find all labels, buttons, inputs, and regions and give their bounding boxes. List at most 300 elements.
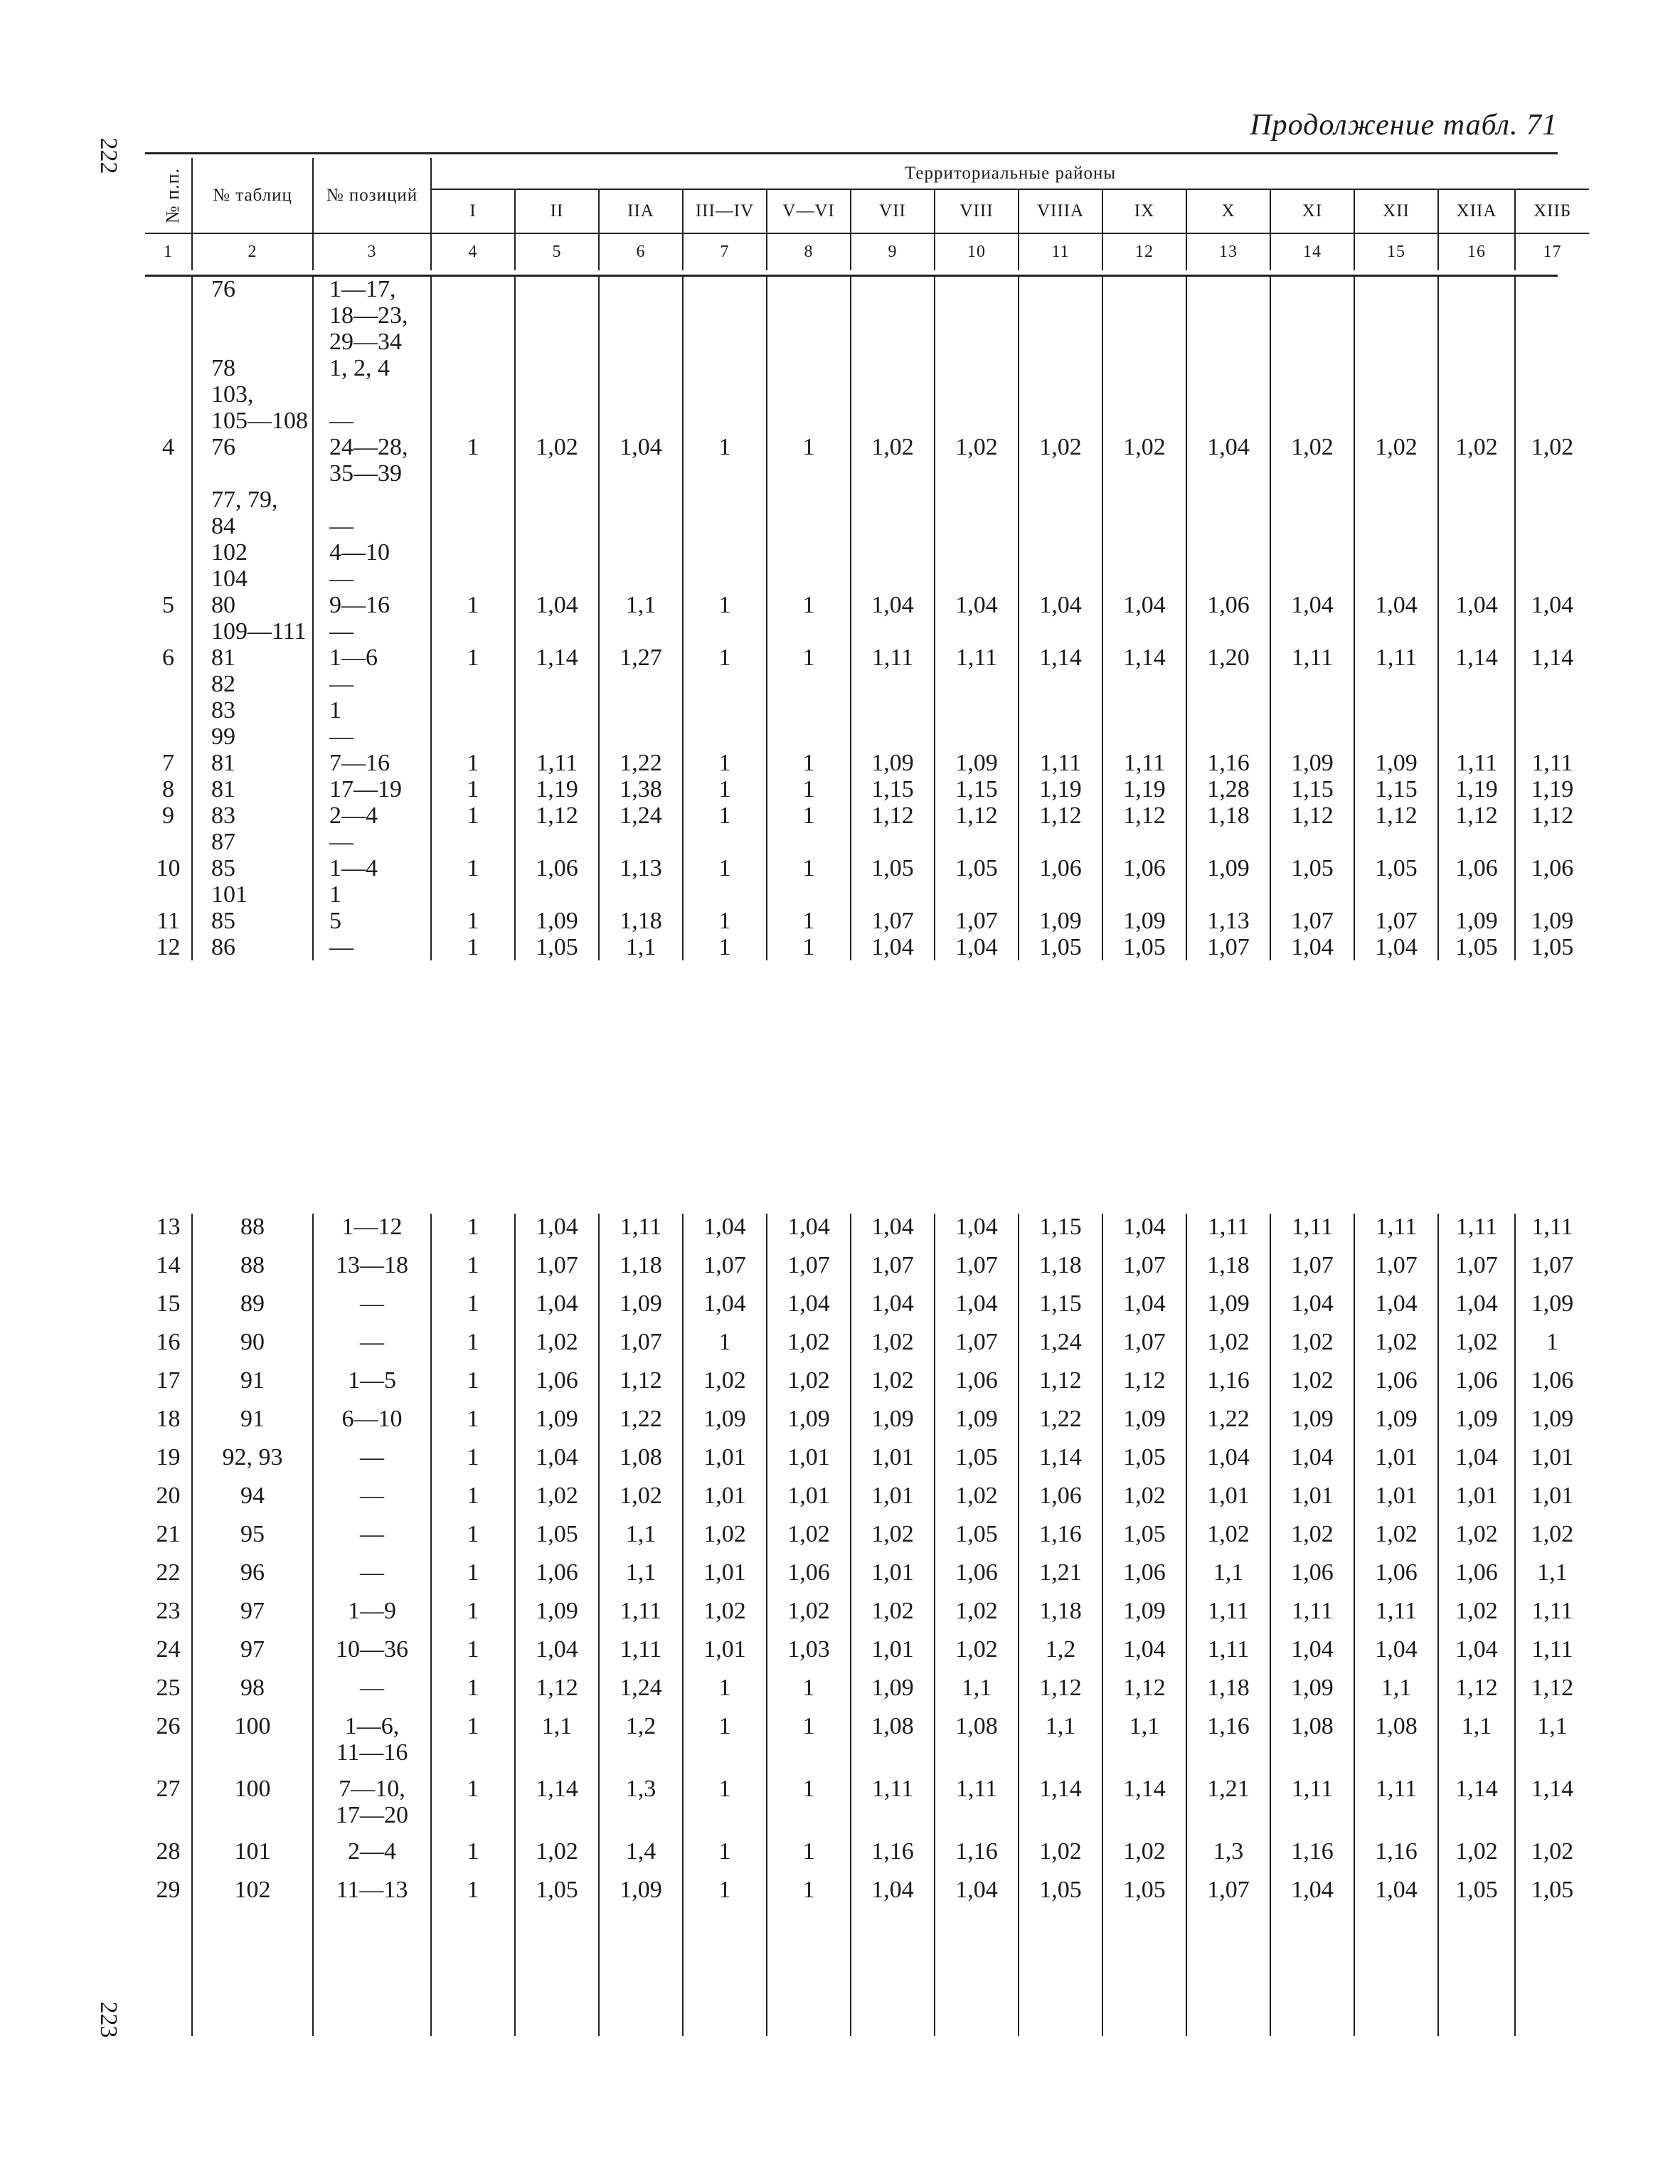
coefficient-cell: 1,1 — [515, 1713, 599, 1776]
coefficient-cell — [1186, 513, 1270, 539]
coefficient-cell — [1515, 329, 1589, 355]
position-range: 1 — [313, 881, 431, 908]
coefficient-cell — [1186, 355, 1270, 381]
table-number: 109—111 — [192, 618, 313, 645]
coefficient-cell: 1,11 — [1438, 1214, 1515, 1252]
row-number: 19 — [156, 1444, 181, 1470]
coefficient-cell — [683, 460, 767, 487]
table-number: 99 — [192, 723, 313, 750]
coefficient-cell — [1270, 539, 1354, 566]
header-column-number-2: 2 — [192, 233, 313, 270]
coefficient-cell — [1019, 566, 1102, 592]
coefficient-cell: 1,11 — [1270, 1598, 1354, 1636]
coefficient-cell: 1 — [431, 1290, 515, 1329]
coefficient-cell: 1,12 — [1354, 802, 1438, 829]
coefficient-cell: 1 — [683, 592, 767, 618]
coefficient-cell: 1,12 — [1102, 802, 1186, 829]
coefficient-cell: 1,02 — [515, 1483, 599, 1521]
row-number: 14 — [156, 1252, 181, 1278]
table-number: 104 — [192, 566, 313, 592]
coefficient-cell — [767, 460, 851, 487]
empty-cell — [1102, 1915, 1186, 2036]
coefficient-cell: 1,02 — [1515, 1521, 1589, 1559]
header-region-13: XIIA — [1438, 189, 1515, 233]
coefficient-cell: 1 — [683, 776, 767, 802]
coefficient-cell: 1,05 — [1515, 934, 1589, 960]
header-group-title: Территориальные районы — [431, 158, 1589, 189]
coefficient-cell: 1,11 — [1270, 645, 1354, 671]
table-number: 94 — [192, 1483, 313, 1521]
row-number — [145, 881, 192, 908]
coefficient-cell — [599, 329, 683, 355]
coefficient-cell: 1,04 — [1270, 1877, 1354, 1915]
coefficient-cell: 1,02 — [599, 1483, 683, 1521]
coefficient-cell — [935, 302, 1019, 329]
coefficient-cell — [767, 329, 851, 355]
coefficient-cell — [1270, 355, 1354, 381]
coefficient-cell — [935, 829, 1019, 855]
coefficient-cell: 1,01 — [1438, 1483, 1515, 1521]
coefficient-cell — [1354, 829, 1438, 855]
coefficient-cell — [1515, 408, 1589, 434]
coefficient-cell: 1,06 — [1102, 855, 1186, 881]
coefficient-cell: 1,06 — [1019, 1483, 1102, 1521]
coefficient-cell: 1 — [431, 855, 515, 881]
coefficient-cell — [1515, 276, 1589, 302]
coefficient-cell — [935, 276, 1019, 302]
coefficient-cell: 1,02 — [1102, 1838, 1186, 1877]
coefficient-cell: 1 — [431, 776, 515, 802]
coefficient-cell: 1,07 — [767, 1252, 851, 1290]
coefficient-cell: 1,14 — [1515, 645, 1589, 671]
coefficient-cell — [431, 881, 515, 908]
coefficient-cell: 1,04 — [515, 592, 599, 618]
coefficient-cell — [767, 723, 851, 750]
coefficient-cell: 1,08 — [599, 1444, 683, 1483]
coefficient-cell: 1,18 — [1186, 1675, 1270, 1713]
coefficient-cell: 1,02 — [1438, 1838, 1515, 1877]
table-row — [145, 645, 1589, 671]
coefficient-cell: 1 — [767, 645, 851, 671]
coefficient-cell: 1,11 — [1270, 1214, 1354, 1252]
coefficient-cell: 1,05 — [1438, 1877, 1515, 1915]
coefficient-cell: 1 — [431, 1776, 515, 1838]
coefficient-cell — [599, 276, 683, 302]
page-number-bottom: 223 — [95, 2001, 122, 2038]
coefficient-cell: 1,06 — [515, 855, 599, 881]
table-number: 91 — [192, 1406, 313, 1444]
coefficient-cell — [1270, 460, 1354, 487]
coefficient-cell — [515, 566, 599, 592]
coefficient-cell: 1,07 — [935, 1252, 1019, 1290]
coefficient-cell: 1,11 — [1515, 750, 1589, 776]
coefficient-cell: 1,12 — [1515, 1675, 1589, 1713]
table-number: 76 — [192, 276, 313, 302]
coefficient-cell — [431, 487, 515, 513]
coefficient-cell: 1,01 — [1354, 1483, 1438, 1521]
coefficient-cell: 1,2 — [599, 1713, 683, 1776]
coefficient-cell — [935, 697, 1019, 723]
coefficient-cell: 1,05 — [515, 1521, 599, 1559]
coefficient-cell: 1,07 — [1186, 1877, 1270, 1915]
coefficient-cell — [1438, 513, 1515, 539]
row-number: 21 — [156, 1521, 181, 1547]
coefficient-cell — [599, 381, 683, 408]
coefficient-cell — [1270, 408, 1354, 434]
coefficient-cell: 1,09 — [515, 1598, 599, 1636]
coefficient-cell: 1,06 — [515, 1559, 599, 1598]
coefficient-cell — [1186, 829, 1270, 855]
coefficient-cell: 1,09 — [1515, 1290, 1589, 1329]
coefficient-cell: 1,07 — [1354, 1252, 1438, 1290]
coefficient-cell: 1,11 — [935, 645, 1019, 671]
coefficient-cell — [1438, 302, 1515, 329]
coefficient-cell: 1,09 — [851, 1675, 935, 1713]
empty-cell — [1019, 1915, 1102, 2036]
coefficient-cell — [1019, 329, 1102, 355]
coefficient-cell: 1,11 — [599, 1636, 683, 1675]
coefficient-cell: 1,09 — [683, 1406, 767, 1444]
table-number: 76 — [192, 434, 313, 460]
coefficient-cell: 1,16 — [1186, 750, 1270, 776]
coefficient-cell — [1270, 381, 1354, 408]
coefficient-cell — [767, 566, 851, 592]
coefficient-cell — [431, 302, 515, 329]
coefficient-cell — [599, 355, 683, 381]
coefficient-cell: 1,07 — [1270, 908, 1354, 934]
coefficient-cell — [683, 829, 767, 855]
coefficient-cell — [599, 829, 683, 855]
coefficient-cell — [683, 381, 767, 408]
coefficient-cell: 1,02 — [1270, 1521, 1354, 1559]
empty-cell — [851, 1915, 935, 2036]
table-number: 82 — [192, 671, 313, 697]
coefficient-cell — [431, 381, 515, 408]
coefficient-cell: 1 — [431, 750, 515, 776]
position-range: — — [313, 1290, 431, 1329]
coefficient-cell: 1,01 — [683, 1483, 767, 1521]
coefficient-cell — [1102, 566, 1186, 592]
row-number — [145, 566, 192, 592]
empty-cell — [683, 1915, 767, 2036]
header-column-number-11: 11 — [1019, 233, 1102, 270]
coefficient-cell — [851, 355, 935, 381]
coefficient-cell — [935, 671, 1019, 697]
coefficient-cell: 1,04 — [851, 592, 935, 618]
table-number: 95 — [192, 1521, 313, 1559]
table-row — [145, 776, 1589, 802]
header-column-number-3: 3 — [313, 233, 431, 270]
coefficient-cell — [1019, 881, 1102, 908]
coefficient-cell: 1,24 — [599, 802, 683, 829]
position-range: — — [313, 1675, 431, 1713]
coefficient-cell: 1,22 — [1019, 1406, 1102, 1444]
coefficient-cell: 1,04 — [767, 1290, 851, 1329]
row-number — [145, 355, 192, 381]
coefficient-cell: 1,07 — [683, 1252, 767, 1290]
coefficient-cell — [767, 671, 851, 697]
header-column-number-14: 14 — [1270, 233, 1354, 270]
position-range: — — [313, 618, 431, 645]
empty-cell — [431, 1915, 515, 2036]
coefficient-cell — [1438, 539, 1515, 566]
coefficient-cell: 1,04 — [1438, 1290, 1515, 1329]
coefficient-cell: 1,22 — [599, 750, 683, 776]
coefficient-cell: 1,12 — [1438, 802, 1515, 829]
coefficient-cell: 1,06 — [1438, 855, 1515, 881]
coefficient-cell: 1,04 — [1354, 592, 1438, 618]
row-number: 22 — [156, 1559, 181, 1586]
coefficient-cell: 1,3 — [599, 1776, 683, 1838]
position-range: 9—16 — [313, 592, 431, 618]
table-number: 89 — [192, 1290, 313, 1329]
coefficient-cell — [1515, 513, 1589, 539]
coefficient-cell — [1186, 566, 1270, 592]
coefficient-cell: 1,15 — [935, 776, 1019, 802]
coefficient-cell: 1,11 — [1438, 750, 1515, 776]
coefficient-cell: 1,02 — [1186, 1521, 1270, 1559]
row-number — [145, 829, 192, 855]
position-range-line: 17—20 — [336, 1802, 408, 1828]
coefficient-cell — [431, 723, 515, 750]
coefficient-cell — [431, 513, 515, 539]
coefficient-cell: 1,04 — [515, 1444, 599, 1483]
coefficient-cell: 1,05 — [935, 855, 1019, 881]
position-range: — — [313, 1559, 431, 1598]
coefficient-cell: 1,1 — [599, 934, 683, 960]
coefficient-cell: 1,02 — [1438, 434, 1515, 460]
table-row — [145, 671, 1589, 697]
coefficient-cell: 1,02 — [1438, 1598, 1515, 1636]
coefficient-cell — [1102, 381, 1186, 408]
coefficient-cell — [767, 381, 851, 408]
position-range: 1 — [313, 697, 431, 723]
coefficient-cell — [599, 539, 683, 566]
position-range: — — [313, 1521, 431, 1559]
table-row — [145, 1838, 1589, 1877]
coefficient-cell: 1,11 — [1354, 1214, 1438, 1252]
position-range: 1—12 — [313, 1214, 431, 1252]
coefficient-cell — [1102, 276, 1186, 302]
coefficient-cell — [851, 618, 935, 645]
coefficient-cell: 1,1 — [599, 1559, 683, 1598]
position-range-line: 7—10, — [339, 1776, 405, 1802]
coefficient-cell: 1 — [431, 1367, 515, 1406]
coefficient-cell — [767, 881, 851, 908]
empty-cell — [515, 1915, 599, 2036]
row-number — [145, 723, 192, 750]
coefficient-cell: 1,18 — [1019, 1252, 1102, 1290]
row-number: 17 — [156, 1367, 181, 1394]
coefficient-cell — [515, 539, 599, 566]
coefficient-cell — [851, 539, 935, 566]
coefficient-cell — [1186, 329, 1270, 355]
position-range: 5 — [313, 908, 431, 934]
table-row — [145, 1290, 1589, 1329]
coefficient-cell: 1,09 — [1270, 1675, 1354, 1713]
coefficient-cell: 1 — [431, 1713, 515, 1776]
coefficient-cell: 1,12 — [1102, 1675, 1186, 1713]
coefficient-cell — [431, 697, 515, 723]
table-filler-row — [145, 1915, 1589, 2036]
coefficient-cell: 1 — [767, 750, 851, 776]
coefficient-cell: 1,04 — [1438, 592, 1515, 618]
table-row — [145, 487, 1589, 513]
empty-cell — [1270, 1915, 1354, 2036]
position-range: 11—13 — [313, 1877, 431, 1915]
coefficient-cell — [1354, 697, 1438, 723]
table-number: 100 — [192, 1776, 313, 1838]
coefficient-cell: 1,16 — [1354, 1838, 1438, 1877]
row-number: 7 — [162, 750, 174, 776]
row-number: 15 — [156, 1290, 181, 1317]
table-row — [145, 908, 1589, 934]
coefficient-cell: 1,04 — [851, 1877, 935, 1915]
row-number — [145, 618, 192, 645]
coefficient-cell: 1 — [431, 802, 515, 829]
header-region-5: V—VI — [767, 189, 851, 233]
coefficient-cell: 1,02 — [1019, 1838, 1102, 1877]
coefficient-cell: 1,09 — [1270, 1406, 1354, 1444]
coefficient-cell: 1,3 — [1186, 1838, 1270, 1877]
coefficient-cell: 1,06 — [935, 1367, 1019, 1406]
coefficient-cell: 1,06 — [1270, 1559, 1354, 1598]
coefficient-cell — [1270, 487, 1354, 513]
coefficient-cell: 1,05 — [1102, 1521, 1186, 1559]
table-number: 92, 93 — [192, 1444, 313, 1483]
header-col-positions: № позиций — [313, 158, 431, 233]
table-caption: Продолжение табл. 71 — [1250, 109, 1558, 142]
coefficient-cell: 1,05 — [851, 855, 935, 881]
coefficient-cell: 1,02 — [515, 1838, 599, 1877]
coefficient-cell: 1,06 — [767, 1559, 851, 1598]
coefficient-cell: 1,1 — [1515, 1559, 1589, 1598]
coefficient-cell: 1,11 — [599, 1598, 683, 1636]
position-range: 6—10 — [313, 1406, 431, 1444]
coefficient-cell: 1,09 — [1270, 750, 1354, 776]
coefficient-cell: 1,04 — [1270, 1636, 1354, 1675]
coefficient-cell: 1,07 — [1102, 1329, 1186, 1367]
coefficient-cell: 1,12 — [1515, 802, 1589, 829]
coefficient-cell — [1270, 618, 1354, 645]
table-number: 97 — [192, 1636, 313, 1675]
coefficient-cell — [1186, 723, 1270, 750]
coefficient-cell — [599, 618, 683, 645]
coefficient-cell — [1438, 460, 1515, 487]
coefficient-cell — [683, 487, 767, 513]
coefficient-cell: 1,12 — [1019, 802, 1102, 829]
coefficient-cell — [515, 329, 599, 355]
coefficient-cell: 1,1 — [1186, 1559, 1270, 1598]
coefficient-cell: 1,18 — [1186, 802, 1270, 829]
coefficient-cell: 1,02 — [1102, 1483, 1186, 1521]
position-range: 1—4 — [313, 855, 431, 881]
header-region-6: VII — [851, 189, 935, 233]
table-row — [145, 1444, 1589, 1483]
coefficient-cell: 1,04 — [1270, 934, 1354, 960]
coefficient-cell — [1515, 539, 1589, 566]
coefficient-cell — [1438, 671, 1515, 697]
row-number — [145, 697, 192, 723]
coefficient-cell — [1438, 618, 1515, 645]
coefficient-cell: 1,09 — [851, 750, 935, 776]
coefficient-cell: 1,27 — [599, 645, 683, 671]
coefficient-cell — [683, 355, 767, 381]
row-number: 12 — [156, 934, 181, 960]
table-number: 97 — [192, 1598, 313, 1636]
position-range: 1—6 — [313, 645, 431, 671]
row-number: 8 — [162, 776, 174, 802]
coefficient-cell — [599, 671, 683, 697]
row-number — [145, 408, 192, 434]
empty-cell — [313, 1915, 431, 2036]
row-number: 13 — [156, 1214, 181, 1240]
table-row — [145, 802, 1589, 829]
coefficient-cell: 1,16 — [1186, 1713, 1270, 1776]
coefficient-cell — [767, 408, 851, 434]
coefficient-cell: 1 — [767, 855, 851, 881]
coefficient-cell — [1270, 276, 1354, 302]
coefficient-cell: 1,12 — [1438, 1675, 1515, 1713]
coefficient-cell: 1,04 — [683, 1290, 767, 1329]
coefficient-cell — [1515, 618, 1589, 645]
coefficient-cell — [599, 513, 683, 539]
coefficient-cell: 1,09 — [767, 1406, 851, 1444]
coefficient-cell — [1270, 671, 1354, 697]
header-region-9: IX — [1102, 189, 1186, 233]
coefficient-cell: 1 — [683, 1713, 767, 1776]
row-number — [145, 276, 192, 302]
coefficient-cell: 1,04 — [1102, 1290, 1186, 1329]
coefficient-cell: 1,02 — [851, 1329, 935, 1367]
row-number — [145, 329, 192, 355]
row-number: 26 — [156, 1713, 181, 1739]
coefficient-cell: 1,22 — [599, 1406, 683, 1444]
coefficient-cell: 1,08 — [935, 1713, 1019, 1776]
coefficient-cell — [515, 618, 599, 645]
coefficient-cell — [851, 881, 935, 908]
coefficient-cell: 1,06 — [1354, 1367, 1438, 1406]
header-column-number-6: 6 — [599, 233, 683, 270]
header-column-number-13: 13 — [1186, 233, 1270, 270]
row-number: 11 — [156, 908, 180, 934]
coefficient-cell — [431, 539, 515, 566]
coefficient-cell — [1354, 539, 1438, 566]
coefficient-cell: 1,01 — [1186, 1483, 1270, 1521]
coefficient-cell: 1 — [767, 434, 851, 460]
coefficient-cell: 1,06 — [1102, 1559, 1186, 1598]
position-range: 2—4 — [313, 1838, 431, 1877]
table-row — [145, 513, 1589, 539]
coefficient-cell: 1,02 — [1270, 1367, 1354, 1406]
coefficient-cell — [1102, 329, 1186, 355]
coefficient-cell — [515, 829, 599, 855]
position-range: 10—36 — [313, 1636, 431, 1675]
coefficient-cell — [515, 723, 599, 750]
table-number: 90 — [192, 1329, 313, 1367]
coefficient-cell: 1,09 — [1102, 1598, 1186, 1636]
coefficient-cell: 1,11 — [1270, 1776, 1354, 1838]
coefficient-cell — [1438, 487, 1515, 513]
header-col-table: № таблиц — [192, 158, 313, 233]
coefficient-cell — [935, 355, 1019, 381]
position-range: 13—18 — [313, 1252, 431, 1290]
coefficient-cell — [515, 671, 599, 697]
coefficient-cell: 1,05 — [1354, 855, 1438, 881]
coefficient-cell: 1 — [683, 750, 767, 776]
coefficient-cell: 1,07 — [1270, 1252, 1354, 1290]
table-number: 81 — [192, 645, 313, 671]
